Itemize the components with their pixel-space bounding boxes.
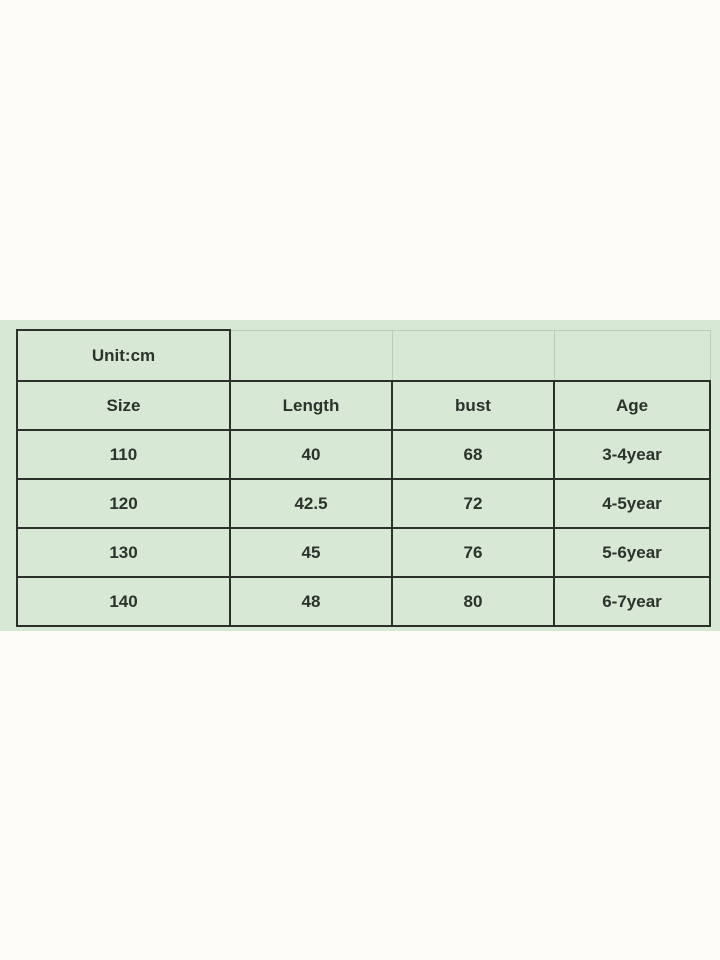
table-row [17, 528, 710, 577]
length-value: 42.5 [230, 479, 392, 528]
length-value: 45 [230, 528, 392, 577]
empty-cell [392, 330, 554, 381]
age-value: 3-4year [554, 430, 710, 479]
header-row [17, 381, 710, 430]
size-value: 140 [17, 577, 230, 626]
size-value: 130 [17, 528, 230, 577]
empty-cell [554, 330, 710, 381]
spreadsheet-background [0, 320, 720, 631]
length-value: 40 [230, 430, 392, 479]
bust-value: 72 [392, 479, 554, 528]
bust-value: 76 [392, 528, 554, 577]
empty-cell [230, 330, 392, 381]
header-age: Age [554, 381, 710, 430]
unit-row [17, 330, 710, 381]
header-bust: bust [392, 381, 554, 430]
age-value: 4-5year [554, 479, 710, 528]
length-value: 48 [230, 577, 392, 626]
table-row [17, 479, 710, 528]
header-length: Length [230, 381, 392, 430]
unit-cell: Unit:cm [17, 330, 230, 381]
age-value: 5-6year [554, 528, 710, 577]
header-size: Size [17, 381, 230, 430]
size-value: 110 [17, 430, 230, 479]
table-row [17, 577, 710, 626]
bust-value: 80 [392, 577, 554, 626]
table-row [17, 430, 710, 479]
age-value: 6-7year [554, 577, 710, 626]
bust-value: 68 [392, 430, 554, 479]
size-value: 120 [17, 479, 230, 528]
size-chart-table [16, 329, 711, 627]
